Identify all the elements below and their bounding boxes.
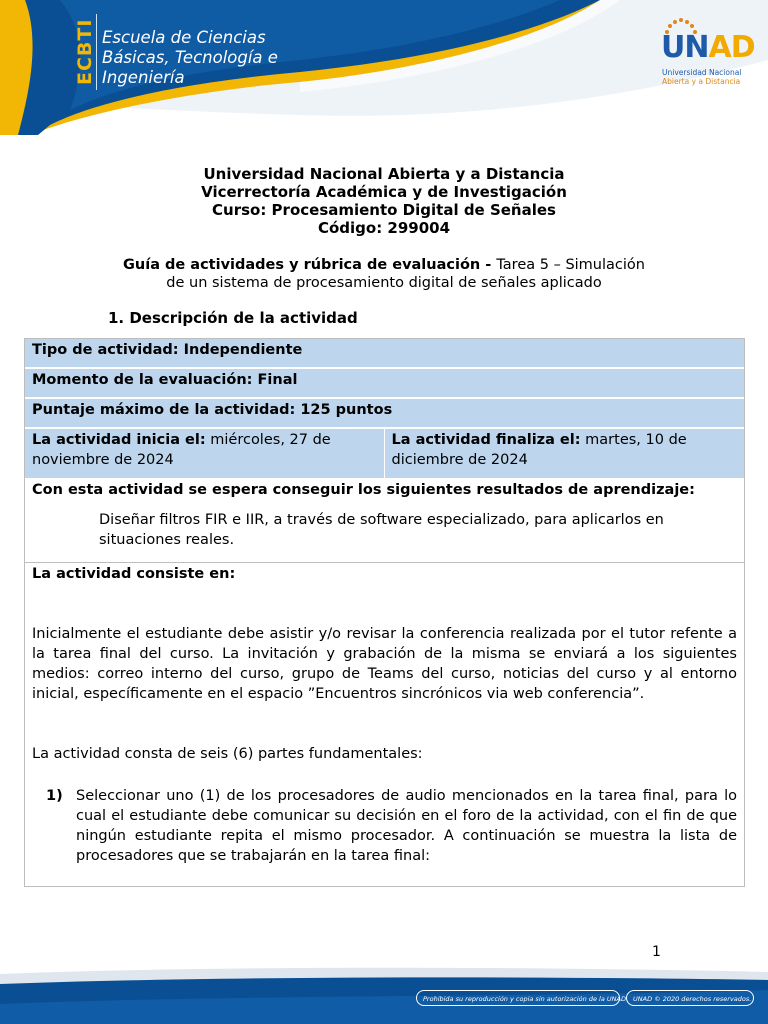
school-name-line-2: Básicas, Tecnología e [102, 48, 278, 67]
unad-logo [655, 16, 755, 96]
header-banner [0, 0, 768, 135]
course-title: Curso: Procesamiento Digital de Señales [212, 201, 556, 219]
university-title: Universidad Nacional Abierta y a Distancia [203, 165, 565, 183]
guide-title [0, 256, 768, 292]
school-name-line-1: Escuela de Ciencias [102, 28, 266, 47]
table-row-puntaje [25, 398, 744, 428]
logo-letter-u: U [661, 30, 685, 65]
section-heading: 1. Descripción de la actividad [108, 309, 358, 327]
fecha-fin-label: La actividad finaliza el: [391, 432, 581, 448]
table-row-resultados [25, 479, 744, 563]
fecha-inicio-label: La actividad inicia el: [32, 432, 206, 448]
guide-title-line-2: de un sistema de procesamiento digital de señales aplicado [166, 275, 602, 291]
fecha-fin-value: martes, 10 de diciembre de 2024 [391, 432, 687, 468]
fecha-inicio-value: miércoles, 27 de noviembre de 2024 [32, 432, 331, 468]
momento-evaluacion: Momento de la evaluación: Final [32, 372, 298, 388]
fecha-inicio-cell [25, 429, 385, 478]
consiste-label: La actividad consiste en: [32, 566, 236, 582]
logo-subtitle-line-2: Abierta y a Distancia [662, 77, 741, 86]
school-name-line-3: Ingeniería [102, 68, 185, 87]
school-name [102, 28, 278, 88]
list-item [32, 786, 737, 866]
table-row-fechas [25, 428, 744, 479]
guide-title-task: Tarea 5 – Simulación [496, 257, 645, 273]
consiste-paragraph-2: La actividad consta de seis (6) partes fundamentales: [32, 746, 423, 762]
logo-subtitle-line-1: Universidad Nacional [662, 68, 742, 77]
footer-copyright: UNAD © 2020 derechos reservados. [626, 990, 754, 1006]
vicerrectoria-title: Vicerrectoría Académica y de Investigación [201, 183, 567, 201]
fecha-fin-cell [385, 429, 745, 478]
list-item-text: Seleccionar uno (1) de los procesadores de audio mencionados en la tarea final, para lo cual el estudiante debe comunicar su decisión en el foro de la actividad, con el fin de que ningún estudiante repita el mismo procesador. A continuación se muestra la lista de procesadores que se trabajarán en la tarea final: [76, 788, 737, 864]
course-code: Código: 299004 [317, 219, 451, 237]
logo-letters-ad: AD [708, 30, 755, 65]
footer-notice: Prohibida su reproducción y copia sin autorización de la UNAD. [416, 990, 620, 1006]
page-number: 1 [652, 944, 661, 960]
resultados-label: Con esta actividad se espera conseguir los siguientes resultados de aprendizaje: [32, 482, 695, 498]
table-row-momento [25, 368, 744, 398]
activity-table [24, 338, 745, 887]
table-row-tipo [25, 339, 744, 368]
header-separator [96, 14, 97, 90]
document-titles [0, 165, 768, 237]
unad-logo-subtitle [662, 68, 741, 86]
ecbti-vertical-text: ECBTI [74, 18, 96, 86]
table-row-consiste [25, 563, 744, 886]
guide-title-bold: Guía de actividades y rúbrica de evaluación - [123, 257, 497, 273]
puntaje-maximo: Puntaje máximo de la actividad: 125 puntos [32, 402, 393, 418]
list-item-number: 1) [46, 788, 63, 804]
resultados-text: Diseñar filtros FIR e IIR, a través de software especializado, para aplicarlos en situaciones reales. [99, 512, 664, 548]
logo-letter-n: N [684, 30, 709, 65]
tipo-actividad: Tipo de actividad: Independiente [32, 342, 303, 358]
consiste-paragraph-1: Inicialmente el estudiante debe asistir y/o revisar la conferencia realizada por el tutor refente a la tarea final del curso. La invitación y grabación de la misma se enviará a los siguientes medios: correo interno del curso, grupo de Teams del curso, noticias del curso y al entorno inicial, específicamente en el espacio ”Encuentros sincrónicos via web conferencia”. [32, 626, 737, 702]
unad-logo-word [661, 30, 755, 65]
